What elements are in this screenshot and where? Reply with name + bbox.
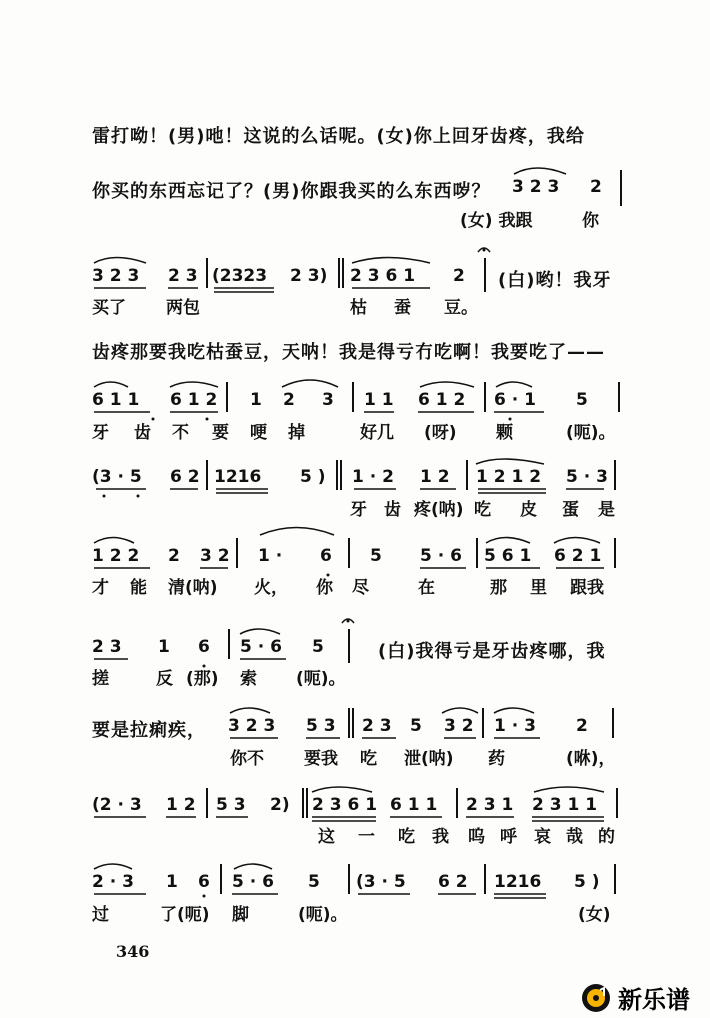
lyric: 蛋 (562, 500, 579, 520)
note-group: 1216 (214, 467, 262, 487)
bar-line (348, 708, 350, 738)
note-group: 6 · 1 (494, 390, 536, 410)
bar-line (348, 538, 350, 568)
lyric: 掉 (288, 423, 305, 443)
note-group: 2 3 (362, 716, 392, 736)
page-number: 346 (116, 942, 150, 961)
note-group: 6 2 (438, 872, 468, 892)
lyric: 呜 (468, 827, 485, 847)
note-group: 5 3 (306, 716, 336, 736)
note-group: 2 3 1 1 (532, 795, 598, 815)
lyric: 你 (582, 211, 599, 231)
note-group: 6 (320, 546, 332, 566)
note-group: 1 (166, 872, 178, 892)
slur-mark (514, 168, 566, 174)
bar-line (228, 629, 230, 659)
slur-mark (554, 538, 600, 544)
fermata-dot (347, 620, 350, 623)
lyric: 呼 (500, 827, 517, 847)
note-group: 1 2 (166, 795, 196, 815)
note-group: 1 (158, 637, 170, 657)
note-group: 2 (576, 716, 588, 736)
lyric: 疼(呐) (414, 500, 464, 520)
bar-line (466, 460, 468, 490)
note-group: 5 · 3 (566, 467, 608, 487)
note-group: 5 3 (216, 795, 246, 815)
note-group: 5 · 6 (232, 872, 274, 892)
octave-dot (152, 418, 155, 421)
bar-line (620, 170, 622, 206)
lyric: 里 (530, 578, 547, 598)
note-group: 6 1 1 (92, 390, 140, 410)
bar-line (484, 864, 486, 894)
note-group: 6 1 2 (170, 390, 218, 410)
lyric: 药 (488, 749, 505, 769)
lyric: 过 (92, 905, 109, 925)
slur-mark (94, 382, 128, 387)
lyric: 哉 (566, 827, 583, 847)
note-group: 2 (283, 390, 295, 410)
note-group: 1 2 1 2 (476, 467, 542, 487)
lyric: 哀 (534, 827, 551, 847)
lyric: 吃 (360, 749, 377, 769)
lyric: 能 (130, 578, 147, 598)
lyric: 那 (490, 578, 507, 598)
bar-line (348, 629, 350, 663)
bar-line (302, 788, 304, 818)
bar-line (456, 788, 458, 818)
note-group: 5 6 1 (484, 546, 532, 566)
bar-line (236, 538, 238, 568)
note-group: 2) (270, 795, 290, 815)
logo-text: 新乐谱 (618, 986, 690, 1014)
bar-line (220, 864, 222, 894)
note-group: 5 (576, 390, 588, 410)
note-group: 1 1 (364, 390, 394, 410)
lyric: 哽 (250, 423, 267, 443)
slur-mark (170, 382, 218, 387)
slur-mark (312, 787, 372, 792)
bar-line (348, 864, 350, 894)
note-group: 3 (322, 390, 334, 410)
lyric: 你 (316, 578, 333, 598)
note-group: 2 (168, 546, 180, 566)
note-group: 6 (198, 872, 210, 892)
lyric: 跟我 (570, 578, 604, 598)
note-group: 1 2 2 (92, 546, 140, 566)
note-group: 2 3 1 (466, 795, 514, 815)
note-group: 2 3 (92, 637, 122, 657)
octave-dot (203, 895, 206, 898)
lyric: 尽 (352, 578, 369, 598)
octave-dot (137, 495, 140, 498)
lyric: 不 (172, 423, 189, 443)
note-group: 3 2 3 (512, 177, 560, 197)
note-group: 2 · 3 (92, 872, 134, 892)
note-group: 2 3 (168, 266, 198, 286)
note-group: 6 2 (170, 467, 200, 487)
prose-line-1: 雷打呦！(男)吔！这说的么话呢。(女)你上回牙齿疼，我给 (92, 126, 585, 147)
note-group: (2323 (212, 266, 268, 286)
lyric: 豆。 (444, 298, 478, 318)
note-group: (3 · 5 (356, 872, 406, 892)
lyric: 一 (358, 827, 375, 847)
bar-line (476, 538, 478, 568)
note-group: 5 (308, 872, 320, 892)
note-group: 5 ) (300, 467, 326, 487)
bar-line (352, 708, 354, 738)
slur-mark (494, 708, 534, 713)
slur-mark (534, 787, 604, 792)
lyric: 要我 (304, 749, 338, 769)
slur-mark (476, 459, 544, 464)
lyric: 清(呐) (168, 578, 218, 598)
lyric: (呃)。 (298, 905, 348, 925)
note-group: 6 1 1 (390, 795, 438, 815)
note-group: 3 2 (444, 716, 474, 736)
slur-mark (442, 708, 478, 713)
lyric: 蚕 (394, 298, 411, 318)
bar-line (614, 460, 616, 490)
music-disc-icon (580, 982, 612, 1014)
prose-line-4: 要是拉痢疾， (92, 720, 206, 741)
spoken-text: (白)我得亏是牙齿疼哪，我 (378, 641, 606, 662)
note-group: 1 (250, 390, 262, 410)
lyric: (咻)， (566, 749, 616, 769)
lyric: 颗 (496, 423, 513, 443)
lyric: 脚 (232, 905, 249, 925)
lyric: (女) (578, 905, 611, 925)
lyric: (那) (186, 669, 219, 689)
bar-line (338, 258, 340, 288)
note-group: 1216 (494, 872, 542, 892)
note-group: 1 2 (420, 467, 450, 487)
bar-line (226, 382, 228, 412)
bar-line (614, 864, 616, 894)
slur-mark (94, 538, 134, 544)
lyric: 火， (254, 578, 288, 598)
bar-line (306, 788, 308, 818)
note-group: 6 1 2 (418, 390, 466, 410)
fermata-mark (342, 619, 354, 623)
bar-line (612, 708, 614, 738)
note-group: 5 (312, 637, 324, 657)
lyric: 在 (418, 578, 435, 598)
lyric: 要 (212, 423, 229, 443)
note-group: 5 · 6 (420, 546, 462, 566)
prose-line-2: 你买的东西忘记了？(男)你跟我买的么东西哕？ (92, 181, 491, 202)
note-group: (2 · 3 (92, 795, 142, 815)
lyric: 牙 (350, 500, 367, 520)
note-group: 5 (410, 716, 422, 736)
bar-line (336, 460, 338, 490)
slur-mark (352, 258, 430, 264)
lyric: 枯 (350, 298, 367, 318)
slur-mark (94, 864, 132, 869)
note-group: 1 · 3 (494, 716, 536, 736)
bar-line (484, 258, 486, 292)
slur-mark (496, 382, 532, 387)
lyric: 这 (318, 827, 335, 847)
lyric: (呃)。 (296, 669, 346, 689)
note-group: 6 2 1 (554, 546, 602, 566)
note-group: 2 3) (290, 266, 328, 286)
slur-mark (420, 382, 474, 387)
note-group: 5 ) (574, 872, 600, 892)
slur-mark (486, 538, 530, 544)
lyric: 好几 (360, 423, 394, 443)
prose-line-3: 齿疼那要我吃枯蚕豆，天呐！我是得亏冇吃啊！我要吃了—— (92, 342, 605, 363)
lyric: 搓 (92, 669, 109, 689)
lyric: 吃 (474, 500, 491, 520)
bar-line (342, 258, 344, 288)
spoken-text: (白)哟！我牙 (498, 270, 612, 291)
lyric: 反 (156, 669, 173, 689)
note-group: (3 · 5 (92, 467, 142, 487)
lyric: 的 (598, 827, 615, 847)
lyric: 齿 (134, 423, 151, 443)
lyric: 才 (92, 578, 109, 598)
note-group: 2 (590, 177, 602, 197)
fermata-dot (483, 249, 486, 252)
fermata-mark (478, 248, 490, 252)
lyric: 牙 (92, 423, 109, 443)
lyric: 是 (598, 500, 615, 520)
note-group: 3 2 3 (228, 716, 276, 736)
slur-mark (282, 380, 338, 387)
lyric: (女) 我跟 (460, 211, 533, 231)
bar-line (206, 788, 208, 818)
bar-line (340, 460, 342, 490)
note-group: 3 2 3 (92, 266, 140, 286)
lyric: 吃 (398, 827, 415, 847)
octave-dot (206, 418, 209, 421)
bar-line (618, 382, 620, 412)
bar-line (616, 788, 618, 818)
lyric: 索 (240, 669, 257, 689)
note-group: 1 · (258, 546, 283, 566)
tie-arrow-mark (260, 528, 334, 536)
lyric: 你不 (230, 749, 264, 769)
note-group: 1 · 2 (352, 467, 394, 487)
note-group: 6 (198, 637, 210, 657)
note-group: 2 (453, 266, 465, 286)
note-group: 2 3 6 1 (350, 266, 416, 286)
lyric: 我 (432, 827, 449, 847)
bar-line (206, 258, 208, 288)
lyric: 皮 (520, 500, 537, 520)
slur-mark (230, 708, 270, 713)
site-logo (580, 980, 690, 1015)
lyric: 泄(呐) (404, 749, 454, 769)
note-group: 5 (370, 546, 382, 566)
slur-mark (94, 258, 146, 264)
note-group: 3 2 (200, 546, 230, 566)
lyric: (呃)。 (566, 423, 616, 443)
lyric: 两包 (166, 298, 200, 318)
bar-line (482, 708, 484, 738)
note-group: 2 3 6 1 (312, 795, 378, 815)
lyric: 了(呃) (160, 905, 210, 925)
bar-line (614, 538, 616, 568)
lyric: 买了 (92, 298, 126, 318)
slur-mark (240, 629, 280, 634)
bar-line (206, 460, 208, 490)
octave-dot (103, 495, 106, 498)
slur-mark (234, 864, 272, 869)
note-group: 5 · 6 (240, 637, 282, 657)
bar-line (352, 382, 354, 412)
bar-line (484, 382, 486, 412)
lyric: (呀) (424, 423, 457, 443)
lyric: 齿 (384, 500, 401, 520)
